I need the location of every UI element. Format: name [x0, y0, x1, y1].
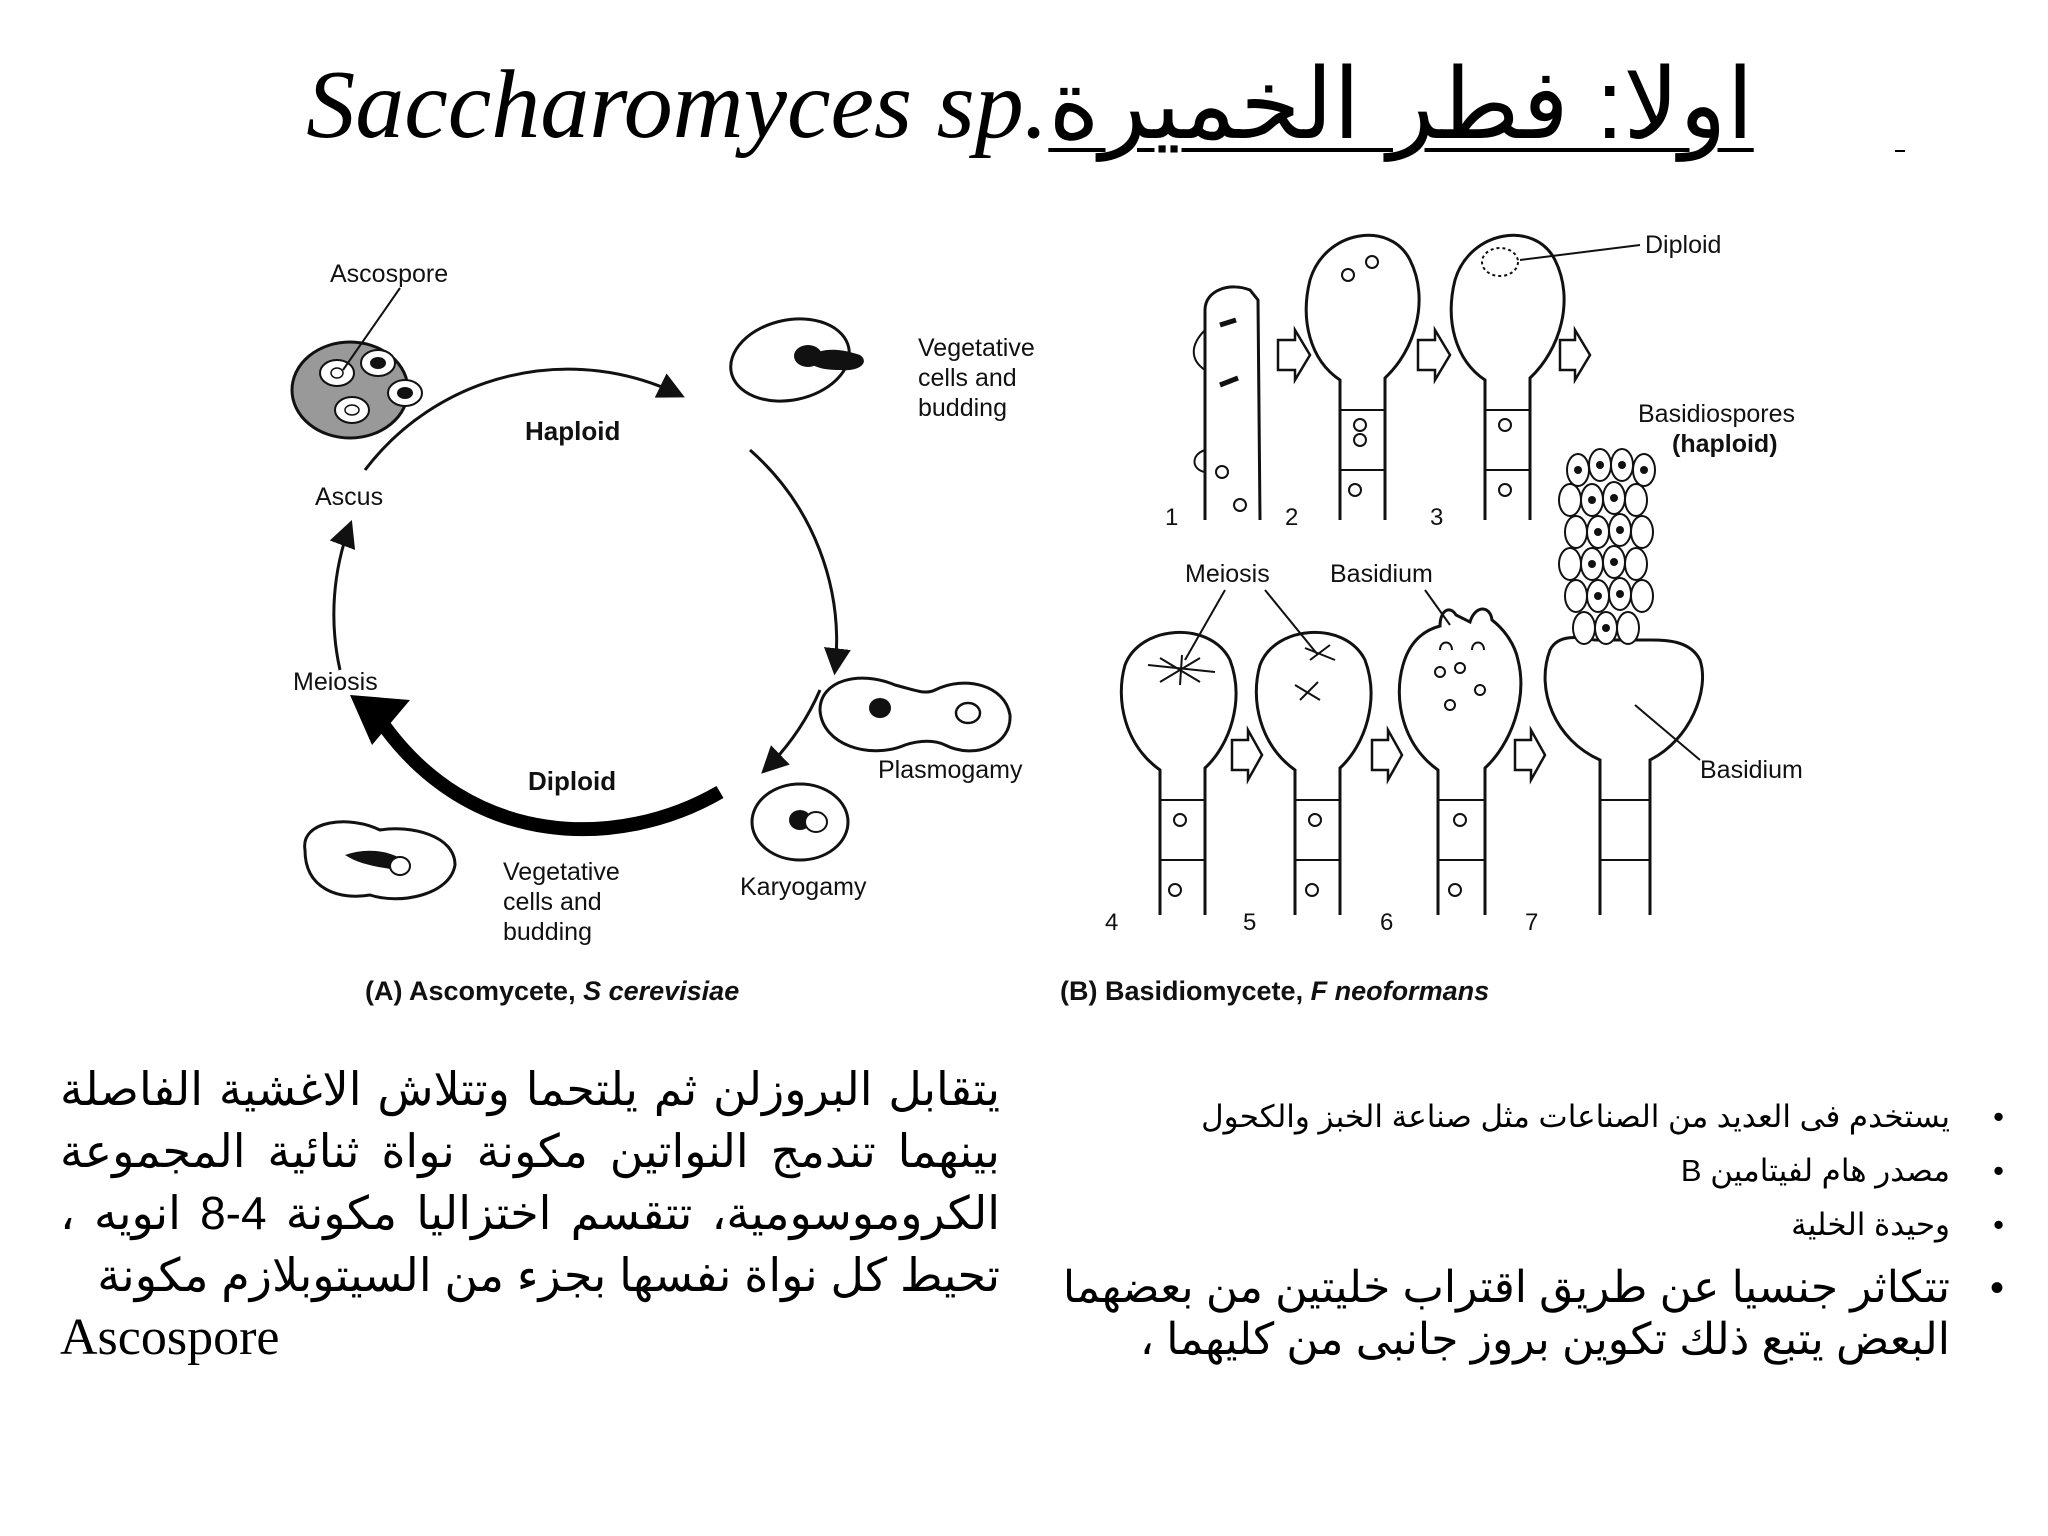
- stage-number-6: 6: [1380, 909, 1394, 936]
- label-vegetative-bottom-2: cells and: [503, 888, 602, 916]
- paragraph-end-word: Ascospore: [60, 1309, 280, 1366]
- stage-number-7: 7: [1525, 909, 1539, 936]
- yeast-facts-list: [1010, 1090, 2010, 1366]
- label-vegetative-top-2: cells and: [918, 364, 1017, 392]
- arrow-6-7: [1515, 730, 1545, 780]
- caption-a: (A) Ascomycete, S cerevisiae: [365, 976, 740, 1006]
- label-plasmogamy: Plasmogamy: [878, 756, 1023, 784]
- label-ascus: Ascus: [315, 483, 384, 511]
- basidium-stage-5: [1256, 632, 1371, 915]
- bullet-icon: •: [1993, 1207, 2004, 1242]
- paragraph-text: يتقابل البروزلن ثم يلتحما وتتلاش الاغشية الفاصلة بينهما تندمج النواتين مكونة نواة ثنائية المجموعة الكروموسومية، تتقسم اختزاليا مكونة 4-8 انويه ، تحيط كل نواة نفسها بجزء من السيتوبلازم مكونة: [60, 1063, 1001, 1301]
- diagram-a-life-cycle: [292, 260, 1035, 1006]
- label-meiosis-b: Meiosis: [1185, 560, 1270, 588]
- ascus-cell: [292, 342, 422, 438]
- arrow-3-7: [1560, 330, 1590, 380]
- title-latin: Saccharomyces sp.: [306, 51, 1049, 159]
- stage-number-4: 4: [1105, 909, 1119, 936]
- cycle-arc-right: [750, 450, 837, 670]
- label-vegetative-bottom-3: budding: [503, 918, 592, 946]
- basidium-stage-6: [1399, 609, 1520, 915]
- basidium-stage-4: [1121, 632, 1236, 915]
- label-haploid-b: (haploid): [1672, 430, 1778, 458]
- label-basidium-right: Basidium: [1700, 756, 1803, 784]
- karyogamy-cell: [752, 784, 848, 860]
- stage-number-5: 5: [1243, 909, 1257, 936]
- basidium-stage-7: [1545, 449, 1702, 915]
- bullet-icon: •: [1993, 1099, 2004, 1134]
- label-meiosis-a: Meiosis: [293, 668, 378, 696]
- bullet-item-unicellular: • وحيدة الخلية: [1010, 1198, 2010, 1252]
- arrow-1-2: [1278, 330, 1310, 380]
- label-basidium-top: Basidium: [1330, 560, 1433, 588]
- title-arabic: اولا: فطر الخميرة: [1048, 49, 1754, 159]
- label-vegetative-top-3: budding: [918, 394, 1007, 422]
- label-vegetative-top-1: Vegetative: [918, 334, 1035, 362]
- vegetative-cell-bottom: [305, 822, 455, 899]
- bullet-item-vitamin: • مصدر هام لفيتامين B: [1010, 1144, 2010, 1198]
- label-diploid-a: Diploid: [528, 766, 617, 796]
- basidium-stage-3: [1451, 235, 1564, 520]
- arrow-4-5: [1232, 730, 1262, 780]
- label-basidiospores: Basidiospores: [1638, 400, 1796, 428]
- bullet-icon: •: [1989, 1266, 2004, 1310]
- vegetative-cell-top: [723, 308, 864, 411]
- stage-number-1: 1: [1165, 504, 1179, 531]
- stage-number-3: 3: [1430, 504, 1444, 531]
- cycle-arc-plasmogamy: [765, 690, 820, 770]
- label-ascospore: Ascospore: [330, 260, 449, 288]
- plasmogamy-cells: [820, 678, 1010, 751]
- stage-number-2: 2: [1285, 504, 1299, 531]
- arrow-5-6: [1372, 730, 1402, 780]
- basidium-stage-2: [1306, 235, 1419, 520]
- bullet-icon: •: [1993, 1153, 2004, 1188]
- cycle-arc-meiosis-up: [334, 525, 350, 670]
- label-haploid: Haploid: [525, 416, 621, 446]
- label-vegetative-bottom-1: Vegetative: [503, 858, 620, 886]
- ascospore-formation-paragraph: [60, 1058, 1000, 1370]
- caption-b: (B) Basidiomycete, F neoformans: [1060, 976, 1490, 1006]
- arrow-2-3: [1418, 330, 1450, 380]
- label-karyogamy: Karyogamy: [740, 873, 867, 901]
- bullet-item-reproduction: • تتكاثر جنسيا عن طريق اقتراب خليتين من بعضهما البعض يتبع ذلك تكوين بروز جانبى من كليهما ،: [1062, 1263, 2004, 1364]
- label-diploid-b: Diploid: [1645, 231, 1722, 259]
- diagram-b-basidium-development: [1060, 231, 1803, 1006]
- bullet-item-uses: • يستخدم فى العديد من الصناعات مثل صناعة الخبز والكحول: [1010, 1090, 2010, 1144]
- basidiospore-cluster: [1559, 449, 1655, 644]
- basidium-stage-1: [1194, 287, 1260, 520]
